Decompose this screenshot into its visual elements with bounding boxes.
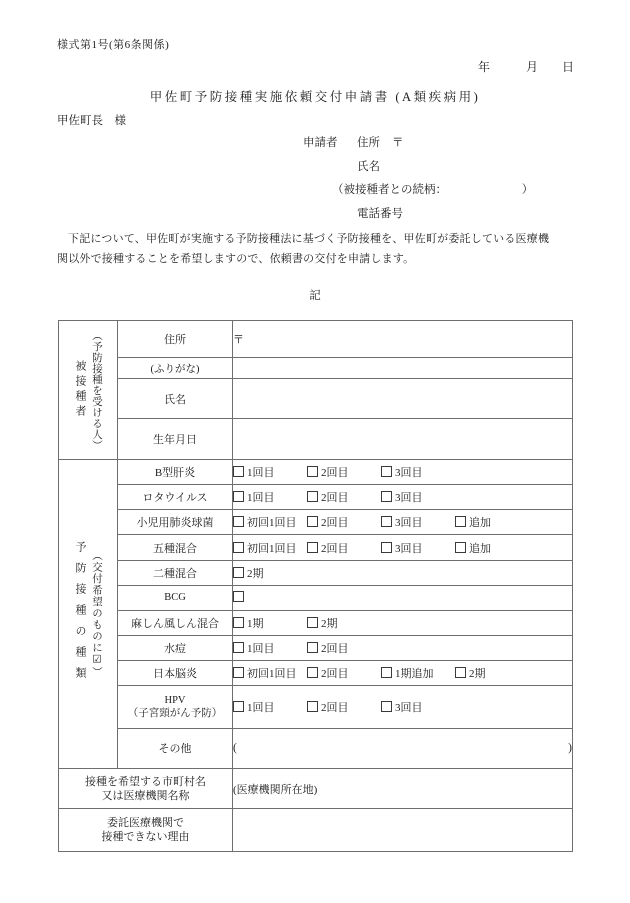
checkbox-icon: [455, 542, 466, 553]
vaccine-row-label: 日本脳炎: [118, 661, 233, 686]
body-paragraph: [57, 230, 582, 269]
applicant-address-line: [303, 132, 533, 156]
vaccine-option: [233, 699, 307, 715]
vaccine-option: [455, 514, 491, 530]
clinic-label-line2: 又は医療機関名称: [101, 789, 190, 802]
vaccine-option: [381, 514, 455, 530]
checkbox-icon: [233, 491, 244, 502]
option-label: 初回1回目: [247, 668, 297, 681]
vaccine-options-cell: [233, 661, 573, 686]
vaccine-row-label: [118, 686, 233, 728]
vaccine-options-cell: [233, 686, 573, 728]
checkbox-icon: [381, 516, 392, 527]
addressee: 甲佐町長 様: [57, 115, 126, 127]
vaccine-option: [381, 489, 423, 505]
reason-value-cell: [233, 809, 573, 852]
vaccine-option: [307, 699, 381, 715]
vaccine-option: [455, 540, 491, 556]
applicant-role-label: 申請者: [303, 137, 338, 149]
reason-label-line1: 委託医療機関で: [107, 817, 184, 829]
vaccine-row-label: 小児用肺炎球菌: [118, 510, 233, 535]
option-label: 2期: [469, 668, 486, 681]
vaccine-section-header: [59, 460, 118, 769]
checkbox-icon: [233, 701, 244, 712]
vaccine-option: [233, 565, 264, 581]
vaccine-options-cell: [233, 636, 573, 661]
vaccine-option: [307, 514, 381, 530]
table-row-address: [59, 321, 573, 358]
table-row-vaccine: [59, 460, 573, 485]
paren-open: (: [233, 742, 237, 755]
table-row-furigana: [59, 358, 573, 379]
vaccine-option: [381, 665, 455, 681]
name-row-label: 氏名: [118, 379, 233, 419]
table-row-vaccine: [59, 585, 573, 610]
option-label: 2回目: [321, 517, 349, 530]
checkbox-icon: [307, 642, 318, 653]
option-label: 初回1回目: [247, 517, 297, 530]
applicant-phone-line: [303, 203, 533, 227]
checkbox-icon: [233, 466, 244, 477]
vaccine-row-label: 二種混合: [118, 560, 233, 585]
checkbox-icon: [381, 466, 392, 477]
vaccine-option: [233, 665, 307, 681]
checkbox-icon: [381, 491, 392, 502]
vaccine-options-cell: [233, 560, 573, 585]
hpv-label-line2: （子宮頸がん予防）: [127, 708, 223, 720]
vaccine-option: [233, 514, 307, 530]
vaccine-option: [233, 591, 247, 604]
table-row-reason: [59, 809, 573, 852]
option-label: 1期: [247, 618, 264, 631]
option-label: 2期: [321, 618, 338, 631]
applicant-name-line: [303, 156, 533, 180]
vaccine-options-cell: [233, 585, 573, 610]
checkbox-icon: [233, 617, 244, 628]
table-row-vaccine: [59, 636, 573, 661]
option-label: 2回目: [321, 643, 349, 656]
vaccine-header-main: 予防接種の種類: [74, 540, 86, 688]
recipient-section-header: [59, 321, 118, 460]
option-label: 追加: [469, 542, 491, 555]
vaccine-row-label: その他: [118, 728, 233, 768]
birthdate-row-label: 生年月日: [118, 419, 233, 460]
checkbox-icon: [233, 667, 244, 678]
vaccine-option: [307, 540, 381, 556]
option-label: 初回1回目: [247, 542, 297, 555]
vaccine-row-label: 麻しん風しん混合: [118, 610, 233, 635]
recipient-header-wrap: [59, 322, 117, 458]
reason-row-label: [59, 809, 233, 852]
clinic-label-line1: 接種を希望する市町村名: [85, 775, 206, 788]
vaccine-option: [233, 489, 307, 505]
option-label: 3回目: [395, 517, 423, 530]
hpv-label-line1: HPV: [164, 695, 186, 707]
date-line: 年 月 日: [478, 60, 575, 74]
vaccine-options-cell: [233, 460, 573, 485]
vaccine-option: [307, 464, 381, 480]
table-row-vaccine-hpv: [59, 686, 573, 728]
option-label: 2回目: [321, 702, 349, 715]
vaccine-option: [381, 464, 423, 480]
vaccine-options-cell: [233, 535, 573, 560]
option-label: 1回目: [247, 702, 275, 715]
clinic-row-label: [59, 769, 233, 809]
applicant-phone-label: 電話番号: [357, 207, 403, 220]
option-label: 1回目: [247, 467, 275, 480]
option-label: 3回目: [395, 702, 423, 715]
table-row-vaccine: [59, 610, 573, 635]
table-row-birthdate: [59, 419, 573, 460]
option-label: 2期: [247, 567, 264, 580]
postal-mark: 〒: [392, 137, 404, 149]
body-line-1: 下記について、甲佐町が実施する予防接種法に基づく予防接種を、甲佐町が委託している医療機: [68, 233, 550, 245]
application-table: [58, 320, 573, 852]
clinic-value-cell: (医療機関所在地): [233, 769, 573, 809]
table-row-vaccine: [59, 535, 573, 560]
option-label: 2回目: [321, 467, 349, 480]
table-row-clinic: [59, 769, 573, 809]
option-label: 3回目: [395, 492, 423, 505]
vaccine-options-cell: [233, 510, 573, 535]
vaccine-option: [307, 640, 349, 656]
address-value-cell: 〒: [233, 321, 573, 358]
body-line-2: 関以外で接種することを希望しますので、依頼書の交付を申請します。: [57, 252, 415, 265]
table-row-name: [59, 379, 573, 419]
table-row-vaccine-other: [59, 728, 573, 768]
checkbox-icon: [307, 617, 318, 628]
option-label: 2回目: [321, 492, 349, 505]
vaccine-option: [233, 540, 307, 556]
option-label: 1期追加: [395, 668, 434, 681]
checkbox-icon: [307, 542, 318, 553]
option-label: 3回目: [395, 542, 423, 555]
table-row-vaccine: [59, 560, 573, 585]
applicant-address-label: 住所: [357, 137, 380, 149]
vaccine-header-wrap: [59, 460, 117, 768]
recipient-header-sub: （予防接種を受ける人）: [91, 329, 102, 451]
option-label: 3回目: [395, 467, 423, 480]
vaccine-option: [307, 615, 338, 631]
checkbox-icon: [307, 701, 318, 712]
vaccine-row-label: 水痘: [118, 636, 233, 661]
checkbox-icon: [307, 491, 318, 502]
checkbox-icon: [307, 516, 318, 527]
checkbox-icon: [307, 667, 318, 678]
paren-close: ): [568, 742, 572, 755]
furigana-value-cell: [233, 358, 573, 379]
option-label: 1回目: [247, 492, 275, 505]
checkbox-icon: [233, 642, 244, 653]
checkbox-icon: [233, 542, 244, 553]
option-label: 2回目: [321, 542, 349, 555]
applicant-name-label: 氏名: [357, 160, 380, 173]
page-title: 甲佐町予防接種実施依頼交付申請書 (A類疾病用): [149, 90, 481, 104]
checkbox-icon: [381, 701, 392, 712]
recipient-header-main: 被接種者: [74, 360, 86, 420]
table-row-vaccine: [59, 661, 573, 686]
vaccine-option: [233, 640, 307, 656]
applicant-block: [303, 132, 533, 226]
reason-label-line2: 接種できない理由: [101, 831, 190, 843]
record-heading: 記: [309, 290, 321, 302]
name-value-cell: [233, 379, 573, 419]
vaccine-header-sub: （交付希望のものに☑）: [91, 550, 102, 678]
other-value-cell: [233, 728, 573, 768]
vaccine-option: [381, 540, 455, 556]
table-row-vaccine: [59, 485, 573, 510]
option-label: 追加: [469, 517, 491, 530]
checkbox-icon: [455, 516, 466, 527]
vaccine-options-cell: [233, 610, 573, 635]
other-paren-wrap: [233, 742, 572, 754]
option-label: 2回目: [321, 668, 349, 681]
checkbox-icon: [381, 667, 392, 678]
applicant-relation-label: （被接種者との続柄： ）: [332, 184, 534, 196]
vaccine-option: [307, 665, 381, 681]
checkbox-icon: [233, 567, 244, 578]
vaccine-option: [381, 699, 423, 715]
birthdate-value-cell: [233, 419, 573, 460]
vaccine-row-label: B型肝炎: [118, 460, 233, 485]
checkbox-icon: [307, 466, 318, 477]
checkbox-icon: [381, 542, 392, 553]
vaccine-option: [233, 615, 307, 631]
vaccine-option: [233, 464, 307, 480]
checkbox-icon: [233, 516, 244, 527]
vaccine-row-label: BCG: [118, 585, 233, 610]
form-number: 様式第1号(第6条関係): [57, 39, 170, 51]
vaccine-option: [455, 665, 486, 681]
address-row-label: 住所: [118, 321, 233, 358]
applicant-relation-line: [303, 179, 533, 203]
table-row-vaccine: [59, 510, 573, 535]
vaccine-option: [307, 489, 381, 505]
furigana-row-label: (ふりがな): [118, 358, 233, 379]
option-label: 1回目: [247, 643, 275, 656]
checkbox-icon: [233, 591, 244, 602]
vaccine-row-label: 五種混合: [118, 535, 233, 560]
checkbox-icon: [455, 667, 466, 678]
vaccine-options-cell: [233, 485, 573, 510]
vaccine-row-label: ロタウイルス: [118, 485, 233, 510]
